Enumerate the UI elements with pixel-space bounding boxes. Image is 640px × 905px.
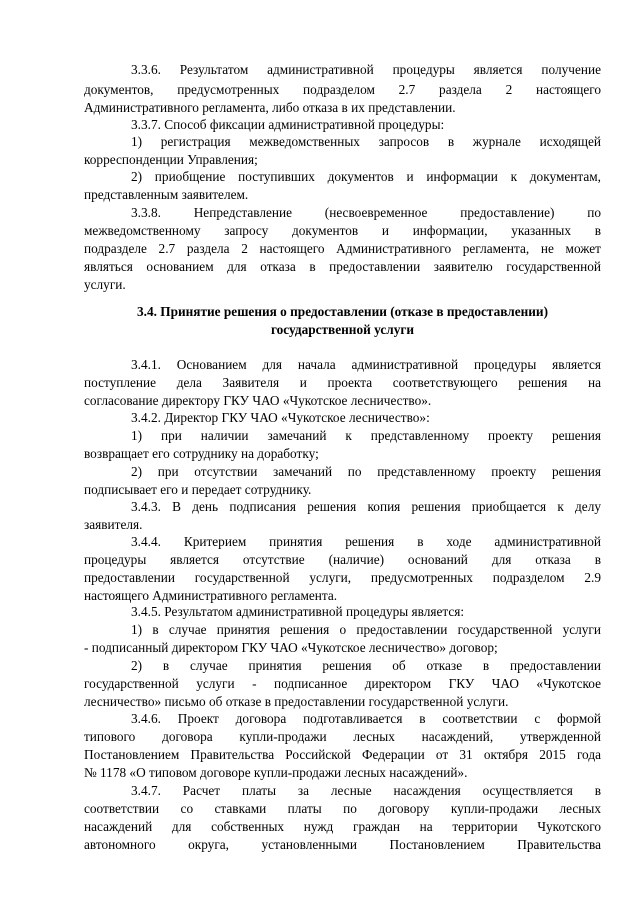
paragraph-3-4-6-line-2: типового договора купли-продажи лесных насаждений, утвержденной (84, 729, 601, 744)
paragraph-3-4-3-line-1: 3.4.3. В день подписания решения копия решения приобщается к делу (131, 499, 601, 514)
paragraph-3-3-7-item-1-line-2: корреспонденции Управления; (84, 152, 258, 167)
paragraph-3-3-6-line-3: Административного регламента, либо отказа в их представлении. (84, 100, 456, 115)
paragraph-3-3-8-line-5: услуги. (84, 277, 126, 292)
paragraph-3-4-5-item-2-line-1: 2) в случае принятия решения об отказе в предоставлении (131, 658, 601, 673)
paragraph-3-3-8-line-1: 3.3.8. Непредставление (несвоевременное предоставление) по (131, 205, 601, 220)
paragraph-3-4-4-line-4: настоящего Административного регламента. (84, 588, 338, 603)
paragraph-3-3-7-line-1: 3.3.7. Способ фиксации административной процедуры: (131, 117, 445, 132)
paragraph-3-4-6-line-3: Постановлением Правительства Российской Федерации от 31 октября 2015 года (84, 747, 601, 762)
paragraph-3-3-8-line-2: межведомственному запросу документов и информации, указанных в (84, 223, 601, 238)
paragraph-3-4-2-line-1: 3.4.2. Директор ГКУ ЧАО «Чукотское лесничество»: (131, 410, 430, 425)
paragraph-3-4-5-line-1: 3.4.5. Результатом административной процедуры является: (131, 604, 465, 619)
paragraph-3-3-7-item-1-line-1: 1) регистрация межведомственных запросов в журнале исходящей (131, 134, 601, 149)
paragraph-3-4-5-item-2-line-2: государственной услуги - подписанное директором ГКУ ЧАО «Чукотское (84, 676, 601, 691)
paragraph-3-3-8-line-4: являться основанием для отказа в предоставлении заявителю государственной (84, 259, 601, 274)
paragraph-3-4-7-line-2: соответствии со ставками платы по договору купли-продажи лесных (84, 801, 601, 816)
paragraph-3-3-6-line-1: 3.3.6. Результатом административной процедуры является получение (131, 62, 601, 77)
paragraph-3-3-6-line-2: документов, предусмотренных подразделом 2.7 раздела 2 настоящего (84, 82, 601, 97)
paragraph-3-4-5-item-1-line-2: - подписанный директором ГКУ ЧАО «Чукотское лесничество» договор; (84, 640, 498, 655)
paragraph-3-4-3-line-2: заявителя. (84, 517, 143, 532)
paragraph-3-4-6-line-1: 3.4.6. Проект договора подготавливается в соответствии с формой (131, 711, 601, 726)
paragraph-3-4-5-item-2-line-3: лесничество» письмо об отказе в предоставлении государственной услуги. (84, 694, 509, 709)
paragraph-3-4-6-line-4: № 1178 «О типовом договоре купли-продажи лесных насаждений». (84, 765, 468, 780)
paragraph-3-4-1-line-3: согласование директору ГКУ ЧАО «Чукотское лесничество». (84, 393, 432, 408)
paragraph-3-4-5-item-1-line-1: 1) в случае принятия решения о предоставлении государственной услуги (131, 622, 601, 637)
paragraph-3-4-7-line-4: автономного округа, установленными Постановлением Правительства (84, 837, 601, 852)
paragraph-3-4-2-item-1-line-1: 1) при наличии замечаний к представленному проекту решения (131, 428, 601, 443)
paragraph-3-3-8-line-3: подразделе 2.7 раздела 2 настоящего Административного регламента, не может (84, 241, 601, 256)
paragraph-3-4-7-line-3: насаждений для собственных нужд граждан на территории Чукотского (84, 819, 601, 834)
paragraph-3-4-4-line-1: 3.4.4. Критерием принятия решения в ходе административной (131, 534, 601, 549)
paragraph-3-4-2-item-2-line-1: 2) при отсутствии замечаний по представленному проекту решения (131, 464, 601, 479)
paragraph-3-4-1-line-1: 3.4.1. Основанием для начала административной процедуры является (131, 357, 601, 372)
section-heading-line-2: государственной услуги (270, 322, 415, 337)
section-heading-line-1: 3.4. Принятие решения о предоставлении (отказе в предоставлении) (136, 304, 549, 319)
paragraph-3-4-7-line-1: 3.4.7. Расчет платы за лесные насаждения осуществляется в (131, 783, 601, 798)
paragraph-3-4-1-line-2: поступление дела Заявителя и проекта соответствующего решения на (84, 375, 601, 390)
paragraph-3-4-4-line-2: процедуры является отсутствие (наличие) оснований для отказа в (84, 552, 601, 567)
paragraph-3-4-2-item-2-line-2: подписывает его и передает сотруднику. (84, 482, 312, 497)
paragraph-3-4-4-line-3: предоставлении государственной услуги, предусмотренных подразделом 2.9 (84, 570, 601, 585)
paragraph-3-3-7-item-2-line-1: 2) приобщение поступивших документов и информации к документам, (131, 169, 601, 184)
paragraph-3-4-2-item-1-line-2: возвращает его сотруднику на доработку; (84, 446, 319, 461)
paragraph-3-3-7-item-2-line-2: представленным заявителем. (84, 187, 249, 202)
